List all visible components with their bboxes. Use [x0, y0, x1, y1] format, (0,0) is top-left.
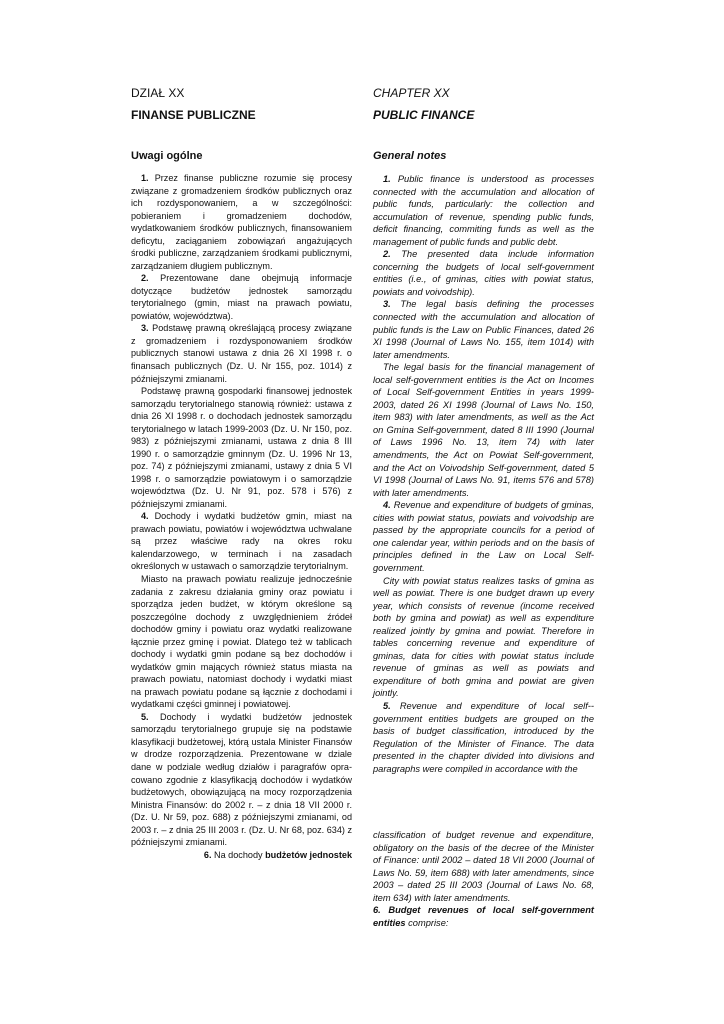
body-text-en-continued [373, 829, 594, 929]
paragraph: City with powiat status realizes tasks of gmina as well as powiat. There is one budget drawn up every year, which consists of revenue (income received both by gmina and powiat) as well as expenditure realized jointly by gmina and powiat. Therefore in tables concerning revenue and expenditure of gminas, data for cities with powiat status include revenue of gminas as well as powiats and expenditure of both gmina and powiat are given jointly. [373, 575, 594, 699]
paragraph: Miasto na prawach powiatu realizuje jednocześnie zadania z zakresu działania gminy oraz powiatu i sporządza jeden budżet, w którym określone są poszczególne dochody z uwzględnieniem źródeł dochodów gminy i powiatu oraz wydatki realizowane łącznie przez gminę i powiat. Dlatego też w tablicach dochody i wydatki gmin podane są bez dochodów i wydatków gmin mających również status miasta na prawach powiatu, natomiast dochody i wydatki miast na prawach powiatu podane są łącznie z dochodami i wydatkami części gminnej i powiatowej. [131, 574, 352, 710]
paragraph: 5. Revenue and expenditure of local self--government entities budgets are grouped on the basis of budget classification, introduced by the Regulation of the Minister of Finance. The data presented in the chapter divided into divisions and paragraphs were compiled in accordance with the [373, 700, 594, 774]
paragraph: 1. Przez finanse publiczne rozumie się procesy związane z gromadzeniem środków publicznych oraz ich rozdysponowaniem, a w szczególności: pobieraniem i gromadzeniem dochodów, wydatkowaniem środków publicznych, finansowaniem deficytu, zaciąganiem zobowiązań angażujących środki publiczne, zarządzaniem środkami publicznymi, zarządzaniem długiem publicznym. [131, 173, 352, 271]
paragraph: 2. Prezentowane dane obejmują informacje dotyczące budżetów jednostek samorządu terytorialnego (gmin, miast na prawach powiatu, powiatów, województwa). [131, 273, 352, 321]
paragraph-6-start: 6. Na dochody budżetów jednostek [203, 849, 352, 860]
paragraph: The legal basis for the financial management of local self-government entities is the Act on Incomes of Local Self-government Entities in years 1999-2003, dated 26 XI 1998 (Journal of Laws No. 150, item 983) with later amendments, as well as the Act on Gmina Self-government, dated 8 III 1990 (Journal of Laws 1996 No. 13, item 74) with later amendments, the Act on Powiat Self-government, and the Act on Voivodship Self-government, dated 5 VI 1998 (Journal of Laws No. 91, items 576 and 578) with later amendments. [373, 362, 594, 498]
paragraph: 3. The legal basis defining the processes connected with the accumulation and allocation of public funds is the Law on Public Finances, dated 26 XI 1998 (Journal of Laws No. 155, item 1014) with later amendments. [373, 299, 594, 360]
chapter-label-en: CHAPTER XX [373, 86, 450, 100]
paragraph: 4. Dochody i wydatki budżetów gmin, miast na prawach powiatu, powiatów i województwa uchwalane są przez właściwe rady na okres roku kalendarzowego, w terminach i na zasadach określonych w ustawach o samorządzie terytorialnym. [131, 511, 352, 572]
paragraph: 6. Budget revenues of local self-government entities comprise: [373, 905, 594, 928]
paragraph: classification of budget revenue and expenditure, obligatory on the basis of the decree of the Minister of Finance: until 2002 – dated 18 VII 2000 (Journal of Laws No. 59, item 688) with later amendments, since 2003 – dated 25 III 2003 (Journal of Laws No. 68, item 634) with later amendments. [373, 830, 594, 903]
body-text-pl [131, 172, 352, 861]
chapter-label-pl: DZIAŁ XX [131, 86, 185, 100]
paragraph: 4. Revenue and expenditure of budgets of gminas, cities with powiat status, powiats and voivodship are passed by the appropriate councils for a period of one calendar year, within periods and on the basis of principles defined in the Law on Local Self-government. [373, 500, 594, 573]
body-text-en [373, 173, 594, 775]
paragraph: 5. Dochody i wydatki budżetów jednostek samorządu terytorialnego grupuje się na podstawie klasyfikacji budżetowej, którą ustala Minister Finansów w drodze rozporządzenia. Prezentowane w dziale dane w podziale według działów i paragrafów opra-cowano zgodnie z klasyfikacją dochodów i wydatków budżetowych, obowiązującą na mocy rozporządzenia Ministra Finansów: do 2002 r. – z dnia 18 VII 2000 r. (Dz. U. Nr 59, poz. 688) z późniejszymi zmianami, od 2003 r. – z dnia 25 III 2003 r. (Dz. U. Nr 68, poz. 634) z późniejszymi zmianami. [131, 711, 352, 848]
chapter-title-pl: FINANSE PUBLICZNE [131, 108, 256, 122]
paragraph: 1. Public finance is understood as processes connected with the accumulation and allocation of public funds, particularly: the collection and accumulation of revenue, spending public funds, deficit financing, commiting funds as well as the management of public funds and public debt. [373, 174, 594, 247]
chapter-title-en: PUBLIC FINANCE [373, 108, 475, 122]
paragraph: 2. The presented data include information concerning the budgets of local self-government entities (i.e., of gminas, cities with powiat status, powiats and voivodship). [373, 249, 594, 297]
paragraph: 3. Podstawę prawną określającą procesy związane z gromadzeniem i rozdysponowaniem środków publicznych stanowi ustawa z dnia 26 XI 1998 r. o finansach publicznych (Dz. U. Nr 155, poz. 1014) z późniejszymi zmianami. [131, 323, 352, 384]
paragraph: Podstawę prawną gospodarki finansowej jednostek samorządu terytorialnego stanowią również: ustawa z dnia 26 XI 1998 r. o dochodach jednostek samorządu terytorialnego w latach 1999-2003 (Dz. U. Nr 150, poz. 983) z późniejszymi zmianami, ustawa z dnia 8 III 1990 r. o samorządzie gminnym (Dz. U. 1996 Nr 13, poz. 74) z późniejszymi zmianami, ustawy z dnia 5 VI 1998 r. o samorządzie powiatowym i o samorządzie województwa (Dz. U. Nr 91, poz. 578 i 576) z późniejszymi zmianami. [131, 386, 352, 509]
section-heading-pl: Uwagi ogólne [131, 150, 203, 162]
section-heading-en: General notes [373, 150, 447, 162]
